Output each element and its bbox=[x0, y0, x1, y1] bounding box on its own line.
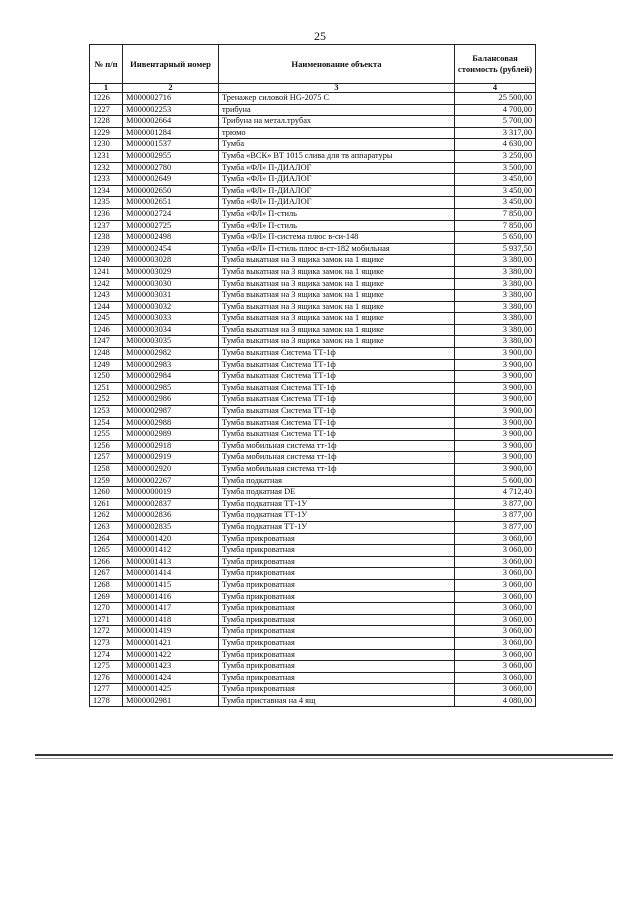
inventory-number: М000001421 bbox=[123, 637, 219, 649]
object-name: Тумба выкатная на 3 ящика замок на 1 ящике bbox=[219, 301, 455, 313]
table-row bbox=[90, 348, 536, 360]
column-number: 1 bbox=[90, 84, 123, 93]
object-name: Тумба прикроватная bbox=[219, 672, 455, 684]
table-row bbox=[90, 429, 536, 441]
table-row bbox=[90, 266, 536, 278]
table-body bbox=[90, 93, 536, 707]
object-name: Тумба выкатная Система ТТ-1ф bbox=[219, 359, 455, 371]
object-name: Трибуна на метал.трубах bbox=[219, 116, 455, 128]
inventory-number: М000002988 bbox=[123, 417, 219, 429]
row-number: 1244 bbox=[90, 301, 123, 313]
balance-value: 4 630,00 bbox=[455, 139, 536, 151]
inventory-number: М000001422 bbox=[123, 649, 219, 661]
table-row bbox=[90, 220, 536, 232]
inventory-number: М000003032 bbox=[123, 301, 219, 313]
table-row bbox=[90, 116, 536, 128]
table-row bbox=[90, 382, 536, 394]
column-number-row bbox=[90, 84, 536, 93]
object-name: Тумба выкатная Система ТТ-1ф bbox=[219, 371, 455, 383]
balance-value: 3 060,00 bbox=[455, 614, 536, 626]
balance-value: 5 600,00 bbox=[455, 475, 536, 487]
balance-value: 3 450,00 bbox=[455, 174, 536, 186]
object-name: Тумба «ФЛ» П-ДИАЛОГ bbox=[219, 185, 455, 197]
table-row bbox=[90, 417, 536, 429]
inventory-number: М000001416 bbox=[123, 591, 219, 603]
object-name: Тумба прикроватная bbox=[219, 649, 455, 661]
bottom-divider bbox=[35, 754, 613, 756]
row-number: 1238 bbox=[90, 232, 123, 244]
balance-value: 3 060,00 bbox=[455, 591, 536, 603]
object-name: Тумба выкатная на 3 ящика замок на 1 ящике bbox=[219, 336, 455, 348]
table-row bbox=[90, 498, 536, 510]
column-number: 3 bbox=[219, 84, 455, 93]
object-name: Тумба прикроватная bbox=[219, 591, 455, 603]
row-number: 1245 bbox=[90, 313, 123, 325]
inventory-number: М000001415 bbox=[123, 579, 219, 591]
header-num: № п/п bbox=[90, 45, 123, 84]
row-number: 1277 bbox=[90, 684, 123, 696]
inventory-number: М000002981 bbox=[123, 695, 219, 707]
row-number: 1242 bbox=[90, 278, 123, 290]
balance-value: 3 380,00 bbox=[455, 324, 536, 336]
table-row bbox=[90, 93, 536, 105]
inventory-number: М000002835 bbox=[123, 521, 219, 533]
inventory-number: М000001423 bbox=[123, 661, 219, 673]
inventory-number: М000002985 bbox=[123, 382, 219, 394]
row-number: 1236 bbox=[90, 208, 123, 220]
table-row bbox=[90, 162, 536, 174]
balance-value: 3 900,00 bbox=[455, 406, 536, 418]
object-name: Тумба «ФЛ» П-ДИАЛОГ bbox=[219, 174, 455, 186]
row-number: 1252 bbox=[90, 394, 123, 406]
object-name: Тренажер силовой HG-2075 С bbox=[219, 93, 455, 105]
inventory-number: М000002837 bbox=[123, 498, 219, 510]
inventory-number: М000002982 bbox=[123, 348, 219, 360]
table-row bbox=[90, 545, 536, 557]
row-number: 1262 bbox=[90, 510, 123, 522]
table-row bbox=[90, 290, 536, 302]
object-name: трибуна bbox=[219, 104, 455, 116]
object-name: Тумба прикроватная bbox=[219, 533, 455, 545]
object-name: Тумба выкатная Система ТТ-1ф bbox=[219, 394, 455, 406]
balance-value: 3 900,00 bbox=[455, 464, 536, 476]
inventory-number: М000002649 bbox=[123, 174, 219, 186]
balance-value: 3 380,00 bbox=[455, 278, 536, 290]
object-name: Тумба «ФЛ» П-стиль плюс в-ст-182 мобильная bbox=[219, 243, 455, 255]
object-name: Тумба выкатная на 3 ящика замок на 1 ящике bbox=[219, 324, 455, 336]
row-number: 1235 bbox=[90, 197, 123, 209]
table-row bbox=[90, 127, 536, 139]
object-name: Тумба выкатная Система ТТ-1ф bbox=[219, 406, 455, 418]
inventory-number: М000002920 bbox=[123, 464, 219, 476]
object-name: Тумба выкатная на 3 ящика замок на 1 ящике bbox=[219, 313, 455, 325]
balance-value: 3 900,00 bbox=[455, 429, 536, 441]
row-number: 1276 bbox=[90, 672, 123, 684]
object-name: Тумба выкатная Система ТТ-1ф bbox=[219, 429, 455, 441]
balance-value: 3 877,00 bbox=[455, 498, 536, 510]
row-number: 1278 bbox=[90, 695, 123, 707]
balance-value: 3 877,00 bbox=[455, 510, 536, 522]
inventory-number: М000003033 bbox=[123, 313, 219, 325]
balance-value: 3 060,00 bbox=[455, 649, 536, 661]
table-row bbox=[90, 533, 536, 545]
inventory-number: М000002716 bbox=[123, 93, 219, 105]
row-number: 1231 bbox=[90, 150, 123, 162]
row-number: 1270 bbox=[90, 603, 123, 615]
page-number: 25 bbox=[314, 29, 326, 43]
inventory-number: М000002724 bbox=[123, 208, 219, 220]
header-inventory-number: Инвентарный номер bbox=[123, 45, 219, 84]
balance-value: 3 900,00 bbox=[455, 452, 536, 464]
object-name: Тумба прикроватная bbox=[219, 684, 455, 696]
table-row bbox=[90, 614, 536, 626]
table-row bbox=[90, 406, 536, 418]
inventory-number: М000002984 bbox=[123, 371, 219, 383]
balance-value: 3 450,00 bbox=[455, 185, 536, 197]
row-number: 1261 bbox=[90, 498, 123, 510]
object-name: Тумба bbox=[219, 139, 455, 151]
balance-value: 4 712,40 bbox=[455, 487, 536, 499]
table-row bbox=[90, 579, 536, 591]
table-row bbox=[90, 150, 536, 162]
table-row bbox=[90, 637, 536, 649]
inventory-number: М000003029 bbox=[123, 266, 219, 278]
inventory-number: М000002253 bbox=[123, 104, 219, 116]
row-number: 1265 bbox=[90, 545, 123, 557]
balance-value: 3 060,00 bbox=[455, 545, 536, 557]
inventory-number: М000001284 bbox=[123, 127, 219, 139]
inventory-number: М000003035 bbox=[123, 336, 219, 348]
object-name: Тумба прикроватная bbox=[219, 614, 455, 626]
header-object-name: Наименование объекта bbox=[219, 45, 455, 84]
table-row bbox=[90, 197, 536, 209]
object-name: Тумба прикроватная bbox=[219, 637, 455, 649]
table-row bbox=[90, 672, 536, 684]
row-number: 1237 bbox=[90, 220, 123, 232]
object-name: Тумба приставная на 4 ящ bbox=[219, 695, 455, 707]
balance-value: 3 877,00 bbox=[455, 521, 536, 533]
table-row bbox=[90, 510, 536, 522]
bottom-divider bbox=[35, 758, 613, 759]
inventory-number: М000001424 bbox=[123, 672, 219, 684]
object-name: Тумба выкатная Система ТТ-1ф bbox=[219, 348, 455, 360]
row-number: 1247 bbox=[90, 336, 123, 348]
object-name: Тумба мобильная система тт-1ф bbox=[219, 464, 455, 476]
table-row bbox=[90, 487, 536, 499]
object-name: Тумба прикроватная bbox=[219, 545, 455, 557]
inventory-number: М000001425 bbox=[123, 684, 219, 696]
balance-value: 25 500,00 bbox=[455, 93, 536, 105]
inventory-number: М000001537 bbox=[123, 139, 219, 151]
inventory-number: М000002987 bbox=[123, 406, 219, 418]
balance-value: 3 900,00 bbox=[455, 359, 536, 371]
table-row bbox=[90, 301, 536, 313]
balance-value: 3 060,00 bbox=[455, 626, 536, 638]
row-number: 1230 bbox=[90, 139, 123, 151]
inventory-number: М000002454 bbox=[123, 243, 219, 255]
object-name: Тумба «ФЛ» П-стиль bbox=[219, 220, 455, 232]
balance-value: 7 850,00 bbox=[455, 208, 536, 220]
object-name: Тумба прикроватная bbox=[219, 603, 455, 615]
inventory-number: М000002983 bbox=[123, 359, 219, 371]
row-number: 1243 bbox=[90, 290, 123, 302]
object-name: Тумба выкатная на 3 ящика замок на 1 ящике bbox=[219, 278, 455, 290]
table-row bbox=[90, 139, 536, 151]
object-name: Тумба прикроватная bbox=[219, 579, 455, 591]
table-row bbox=[90, 684, 536, 696]
table-row bbox=[90, 174, 536, 186]
object-name: Тумба выкатная Система ТТ-1ф bbox=[219, 417, 455, 429]
balance-value: 3 060,00 bbox=[455, 603, 536, 615]
inventory-number: М000002955 bbox=[123, 150, 219, 162]
balance-value: 3 060,00 bbox=[455, 568, 536, 580]
balance-value: 4 080,00 bbox=[455, 695, 536, 707]
inventory-table bbox=[89, 44, 536, 707]
table-row bbox=[90, 336, 536, 348]
object-name: Тумба прикроватная bbox=[219, 556, 455, 568]
balance-value: 7 850,00 bbox=[455, 220, 536, 232]
object-name: Тумба выкатная Система ТТ-1ф bbox=[219, 382, 455, 394]
object-name: Тумба «ФЛ» П-ДИАЛОГ bbox=[219, 162, 455, 174]
object-name: Тумба выкатная на 3 ящика замок на 1 ящике bbox=[219, 255, 455, 267]
balance-value: 3 060,00 bbox=[455, 672, 536, 684]
balance-value: 3 900,00 bbox=[455, 440, 536, 452]
balance-value: 3 380,00 bbox=[455, 255, 536, 267]
table-row bbox=[90, 440, 536, 452]
table-row bbox=[90, 464, 536, 476]
object-name: Тумба «ФЛ» П-ДИАЛОГ bbox=[219, 197, 455, 209]
row-number: 1241 bbox=[90, 266, 123, 278]
balance-value: 3 500,00 bbox=[455, 162, 536, 174]
row-number: 1264 bbox=[90, 533, 123, 545]
row-number: 1272 bbox=[90, 626, 123, 638]
inventory-number: М000002650 bbox=[123, 185, 219, 197]
table-row bbox=[90, 278, 536, 290]
table-row bbox=[90, 649, 536, 661]
table-row bbox=[90, 556, 536, 568]
inventory-number: М000002836 bbox=[123, 510, 219, 522]
row-number: 1254 bbox=[90, 417, 123, 429]
table-row bbox=[90, 475, 536, 487]
balance-value: 3 900,00 bbox=[455, 394, 536, 406]
row-number: 1228 bbox=[90, 116, 123, 128]
row-number: 1253 bbox=[90, 406, 123, 418]
row-number: 1259 bbox=[90, 475, 123, 487]
balance-value: 3 060,00 bbox=[455, 579, 536, 591]
balance-value: 3 060,00 bbox=[455, 684, 536, 696]
balance-value: 3 380,00 bbox=[455, 290, 536, 302]
table-row bbox=[90, 243, 536, 255]
inventory-number: М000001412 bbox=[123, 545, 219, 557]
balance-value: 3 250,00 bbox=[455, 150, 536, 162]
inventory-number: М000002986 bbox=[123, 394, 219, 406]
balance-value: 3 900,00 bbox=[455, 417, 536, 429]
table-row bbox=[90, 208, 536, 220]
row-number: 1255 bbox=[90, 429, 123, 441]
row-number: 1248 bbox=[90, 348, 123, 360]
table-row bbox=[90, 661, 536, 673]
balance-value: 3 380,00 bbox=[455, 301, 536, 313]
table-row bbox=[90, 603, 536, 615]
table-row bbox=[90, 359, 536, 371]
table-row bbox=[90, 394, 536, 406]
row-number: 1260 bbox=[90, 487, 123, 499]
row-number: 1250 bbox=[90, 371, 123, 383]
row-number: 1227 bbox=[90, 104, 123, 116]
inventory-number: М000003028 bbox=[123, 255, 219, 267]
row-number: 1263 bbox=[90, 521, 123, 533]
row-number: 1258 bbox=[90, 464, 123, 476]
table-row bbox=[90, 104, 536, 116]
row-number: 1275 bbox=[90, 661, 123, 673]
inventory-number: М000002989 bbox=[123, 429, 219, 441]
inventory-number: М000001414 bbox=[123, 568, 219, 580]
balance-value: 3 317,00 bbox=[455, 127, 536, 139]
table-row bbox=[90, 313, 536, 325]
table-row bbox=[90, 324, 536, 336]
balance-value: 3 380,00 bbox=[455, 266, 536, 278]
inventory-number: М000002267 bbox=[123, 475, 219, 487]
row-number: 1251 bbox=[90, 382, 123, 394]
table-row bbox=[90, 185, 536, 197]
object-name: Тумба мобильная система тт-1ф bbox=[219, 452, 455, 464]
row-number: 1233 bbox=[90, 174, 123, 186]
object-name: Тумба выкатная на 3 ящика замок на 1 ящике bbox=[219, 266, 455, 278]
object-name: трюмо bbox=[219, 127, 455, 139]
inventory-number: М000003031 bbox=[123, 290, 219, 302]
row-number: 1257 bbox=[90, 452, 123, 464]
object-name: Тумба прикроватная bbox=[219, 626, 455, 638]
object-name: Тумба подкатная DE bbox=[219, 487, 455, 499]
row-number: 1274 bbox=[90, 649, 123, 661]
row-number: 1271 bbox=[90, 614, 123, 626]
object-name: Тумба «ФЛ» П-система плюс в-си-148 bbox=[219, 232, 455, 244]
balance-value: 5 650,00 bbox=[455, 232, 536, 244]
table-row bbox=[90, 232, 536, 244]
inventory-number: М000002664 bbox=[123, 116, 219, 128]
inventory-number: М000002918 bbox=[123, 440, 219, 452]
object-name: Тумба мобильная система тт-1ф bbox=[219, 440, 455, 452]
row-number: 1268 bbox=[90, 579, 123, 591]
balance-value: 3 900,00 bbox=[455, 371, 536, 383]
row-number: 1226 bbox=[90, 93, 123, 105]
object-name: Тумба подкатная ТТ-1У bbox=[219, 510, 455, 522]
table-row bbox=[90, 452, 536, 464]
row-number: 1267 bbox=[90, 568, 123, 580]
inventory-number: М000002651 bbox=[123, 197, 219, 209]
inventory-number: М000002725 bbox=[123, 220, 219, 232]
balance-value: 5 700,00 bbox=[455, 116, 536, 128]
object-name: Тумба выкатная на 3 ящика замок на 1 ящике bbox=[219, 290, 455, 302]
inventory-number: М000000019 bbox=[123, 487, 219, 499]
object-name: Тумба «ФЛ» П-стиль bbox=[219, 208, 455, 220]
inventory-number: М000001420 bbox=[123, 533, 219, 545]
object-name: Тумба прикроватная bbox=[219, 661, 455, 673]
balance-value: 3 060,00 bbox=[455, 533, 536, 545]
inventory-number: М000002919 bbox=[123, 452, 219, 464]
object-name: Тумба подкатная ТТ-1У bbox=[219, 498, 455, 510]
row-number: 1249 bbox=[90, 359, 123, 371]
table-row bbox=[90, 521, 536, 533]
row-number: 1234 bbox=[90, 185, 123, 197]
inventory-number: М000001417 bbox=[123, 603, 219, 615]
inventory-number: М000002780 bbox=[123, 162, 219, 174]
object-name: Тумба подкатная ТТ-1У bbox=[219, 521, 455, 533]
balance-value: 3 380,00 bbox=[455, 336, 536, 348]
inventory-number: М000003030 bbox=[123, 278, 219, 290]
balance-value: 3 060,00 bbox=[455, 556, 536, 568]
table-header-row bbox=[90, 45, 536, 84]
balance-value: 3 060,00 bbox=[455, 661, 536, 673]
row-number: 1232 bbox=[90, 162, 123, 174]
table-row bbox=[90, 626, 536, 638]
balance-value: 5 937,50 bbox=[455, 243, 536, 255]
row-number: 1240 bbox=[90, 255, 123, 267]
balance-value: 4 700,00 bbox=[455, 104, 536, 116]
row-number: 1246 bbox=[90, 324, 123, 336]
table-row bbox=[90, 371, 536, 383]
column-number: 4 bbox=[455, 84, 536, 93]
object-name: Тумба «ВСК» ВТ 1015 слива для тв аппаратуры bbox=[219, 150, 455, 162]
row-number: 1269 bbox=[90, 591, 123, 603]
row-number: 1273 bbox=[90, 637, 123, 649]
inventory-number: М000001419 bbox=[123, 626, 219, 638]
header-balance-value: Балансовая стоимость (рублей) bbox=[455, 45, 536, 84]
column-number: 2 bbox=[123, 84, 219, 93]
row-number: 1239 bbox=[90, 243, 123, 255]
inventory-number: М000002498 bbox=[123, 232, 219, 244]
inventory-number: М000003034 bbox=[123, 324, 219, 336]
table-row bbox=[90, 695, 536, 707]
balance-value: 3 450,00 bbox=[455, 197, 536, 209]
inventory-number: М000001413 bbox=[123, 556, 219, 568]
balance-value: 3 380,00 bbox=[455, 313, 536, 325]
table-row bbox=[90, 255, 536, 267]
inventory-number: М000001418 bbox=[123, 614, 219, 626]
row-number: 1266 bbox=[90, 556, 123, 568]
table-row bbox=[90, 591, 536, 603]
object-name: Тумба прикроватная bbox=[219, 568, 455, 580]
object-name: Тумба подкатная bbox=[219, 475, 455, 487]
balance-value: 3 900,00 bbox=[455, 382, 536, 394]
table-row bbox=[90, 568, 536, 580]
row-number: 1256 bbox=[90, 440, 123, 452]
row-number: 1229 bbox=[90, 127, 123, 139]
balance-value: 3 900,00 bbox=[455, 348, 536, 360]
balance-value: 3 060,00 bbox=[455, 637, 536, 649]
